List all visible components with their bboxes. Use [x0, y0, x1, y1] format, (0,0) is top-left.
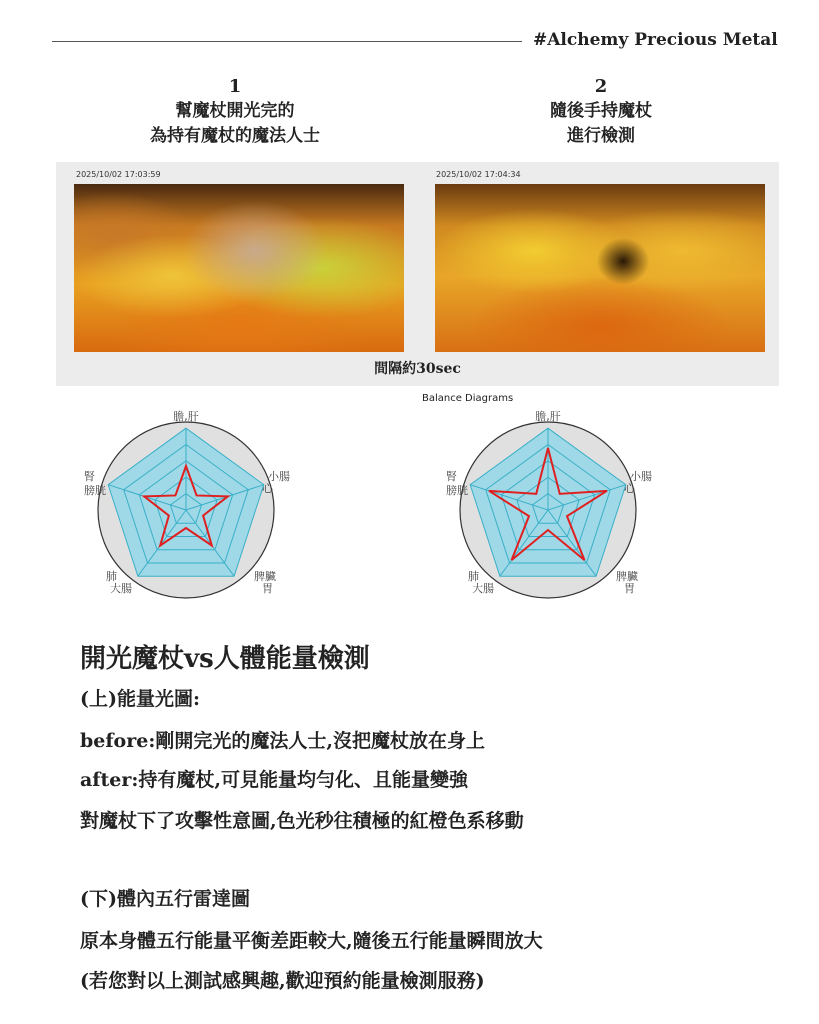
aura-photo-panel — [56, 162, 779, 386]
radar-chart-before — [76, 408, 296, 608]
radar-label-bottom-right-sub: 胃 — [624, 582, 635, 595]
main-title: 開光魔杖vs人體能量檢測 — [80, 644, 370, 674]
radar-label-left-sub: 膀胱 — [84, 484, 106, 497]
radar-label-right-sub: 心 — [262, 482, 273, 495]
aura-image-after — [435, 184, 765, 352]
body-line: after:持有魔杖,可見能量均勻化、且能量變強 — [80, 769, 468, 791]
radar-label-left: 腎 — [446, 470, 457, 483]
radar-label-right: 小腸 — [630, 470, 652, 483]
radar-label-bottom-left-sub: 大腸 — [110, 582, 132, 595]
radar-title: Balance Diagrams — [422, 393, 514, 404]
timestamp-before: 2025/10/02 17:03:59 — [76, 170, 161, 179]
radar-label-bottom-right: 脾臟 — [616, 570, 638, 583]
step-line: 幫魔杖開光完的 — [175, 101, 295, 121]
step-line: 進行檢測 — [567, 126, 635, 146]
step-2-caption — [466, 74, 736, 149]
radar-label-bottom-left-sub: 大腸 — [472, 582, 494, 595]
radar-label-top: 膽,肝 — [173, 410, 199, 423]
header-divider — [52, 41, 522, 42]
body-line: 原本身體五行能量平衡差距較大,隨後五行能量瞬間放大 — [80, 930, 543, 952]
radar-label-bottom-left: 肺 — [106, 570, 117, 583]
radar-label-bottom-right: 脾臟 — [254, 570, 276, 583]
body-line: (下)體內五行雷達圖 — [80, 888, 250, 910]
timestamp-after: 2025/10/02 17:04:34 — [436, 170, 521, 179]
body-line: before:剛開完光的魔法人士,沒把魔杖放在身上 — [80, 730, 485, 752]
aura-image-before — [74, 184, 404, 352]
radar-label-bottom-right-sub: 胃 — [262, 582, 273, 595]
radar-label-top: 膽,肝 — [535, 410, 561, 423]
radar-label-left-sub: 膀胱 — [446, 484, 468, 497]
radar-label-right: 小腸 — [268, 470, 290, 483]
body-line: 對魔杖下了攻擊性意圖,色光秒往積極的紅橙色系移動 — [80, 810, 524, 832]
radar-chart-after — [438, 408, 658, 608]
step-number: 2 — [594, 76, 608, 97]
radar-label-right-sub: 心 — [624, 482, 635, 495]
interval-label: 間隔約30sec — [374, 361, 461, 377]
hashtag-title: #Alchemy Precious Metal — [533, 30, 778, 50]
step-number: 1 — [228, 76, 242, 97]
body-line: (上)能量光圖: — [80, 688, 200, 710]
radar-label-left: 腎 — [84, 470, 95, 483]
radar-label-bottom-left: 肺 — [468, 570, 479, 583]
step-1-caption — [100, 74, 370, 149]
step-line: 隨後手持魔杖 — [550, 101, 652, 121]
body-line: (若您對以上測試感興趣,歡迎預約能量檢測服務) — [80, 970, 485, 992]
step-line: 為持有魔杖的魔法人士 — [150, 126, 320, 146]
